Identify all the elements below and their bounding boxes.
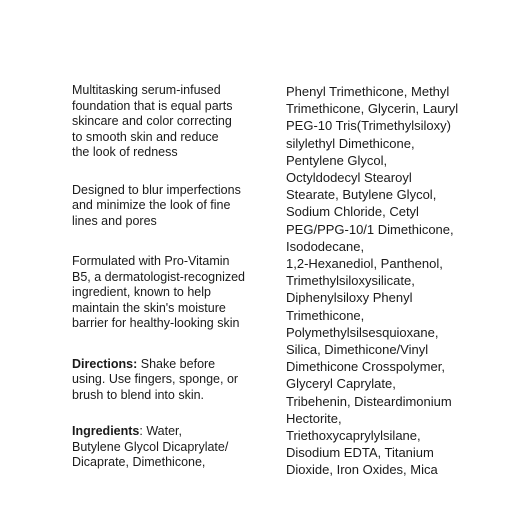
benefit-vitamin-b5: Formulated with Pro-Vitamin B5, a dermatologist-recognized ingredient, known to help maintain the skin's moisture barrier for healthy-looking skin [72,254,246,330]
ingredients-start [72,424,272,471]
directions-label: Directions: [72,356,138,371]
ingredients-label: Ingredients [72,424,140,438]
directions [72,357,272,404]
ingredients-continued: Phenyl Trimethicone, Methyl Trimethicone, Glycerin, Lauryl PEG-10 Tris(Trimethylsiloxy) silylethyl Dimethicone, Pentylene Glycol, Octyldodecyl Stearoyl Stearate, Butylene Glycol, Sodium Chloride, Cetyl PEG/PPG-10/1 Dimethicone, Isododecane, 1,2-Hexanediol, Panthenol, Trimethylsiloxysilicate, Diphenylsiloxy Phenyl Trimethicone, Polymethylsilsesquioxane, Silica, Dimethicone/Vinyl Dimethicone Crosspolymer, Glyceryl Caprylate, Tribehenin, Disteardimonium Hectorite, Triethoxycaprylylsilane, Disodium EDTA, Titanium Dioxide, Iron Oxides, Mica [286,84,459,478]
ingredients-text-start: : Water, Butylene Glycol Dicaprylate/ Dicaprate, Dimethicone, [72,424,229,469]
ingredients-column [286,83,476,479]
directions-text: Shake before using. Use fingers, sponge, or brush to blend into skin. [72,356,239,402]
product-description: Multitasking serum-infused foundation that is equal parts skincare and color correcting to smooth skin and reduce the look of redness [72,83,233,159]
description-column [72,83,272,471]
benefit-blur: Designed to blur imperfections and minimize the look of fine lines and pores [72,182,241,228]
